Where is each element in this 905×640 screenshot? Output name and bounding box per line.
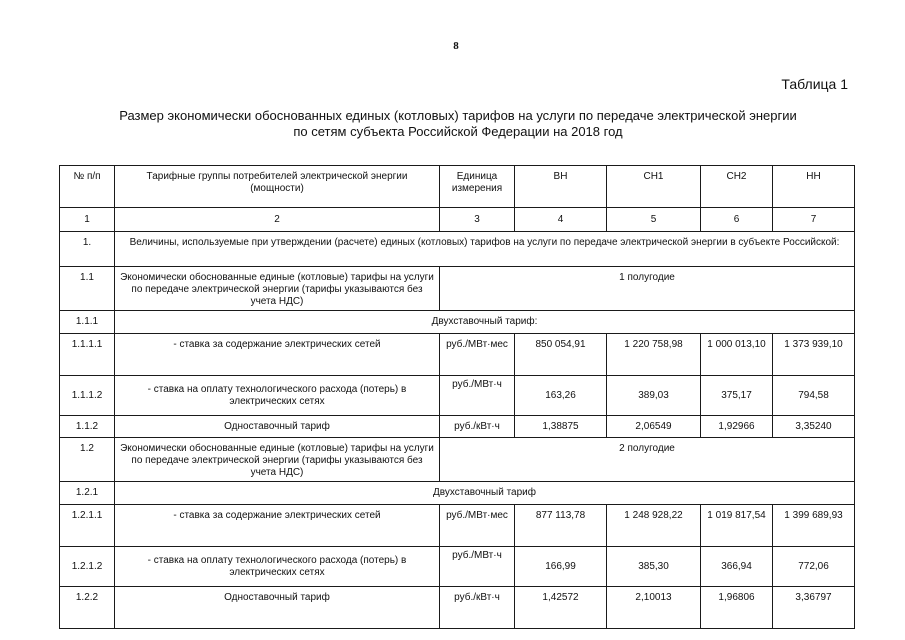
two-rate-2-row	[60, 482, 855, 505]
tariff-unit: руб./МВт·ч	[440, 547, 515, 587]
row-number: 1.2.1	[60, 482, 115, 505]
header-sn2: СН2	[701, 166, 773, 208]
section-1-row	[60, 232, 855, 267]
value-vn: 166,99	[515, 547, 607, 587]
value-sn2: 1,92966	[701, 416, 773, 438]
header-num: № п/п	[60, 166, 115, 208]
tariff-name: - ставка за содержание электрических сетей	[115, 334, 440, 376]
row-number: 1.	[60, 232, 115, 267]
value-nn: 1 399 689,93	[773, 505, 855, 547]
index-cell: 2	[115, 208, 440, 232]
value-vn: 850 054,91	[515, 334, 607, 376]
header-sn1: СН1	[607, 166, 701, 208]
half-year-2-text: Экономически обоснованные единые (котловые) тарифы на услуги по передаче электрической энергии (тарифы указываются без учета НДС)	[115, 438, 440, 482]
row-number: 1.2	[60, 438, 115, 482]
row-number: 1.2.1.2	[60, 547, 115, 587]
value-nn: 794,58	[773, 376, 855, 416]
row-number: 1.1.1.2	[60, 376, 115, 416]
value-sn2: 1 000 013,10	[701, 334, 773, 376]
value-nn: 3,35240	[773, 416, 855, 438]
row-number: 1.2.1.1	[60, 505, 115, 547]
value-sn2: 375,17	[701, 376, 773, 416]
table-header-row	[60, 166, 855, 208]
value-sn1: 1 220 758,98	[607, 334, 701, 376]
index-cell: 6	[701, 208, 773, 232]
index-cell: 1	[60, 208, 115, 232]
title-line-2: по сетям субъекта Российской Федерации на 2018 год	[293, 124, 623, 139]
header-group: Тарифные группы потребителей электрической энергии (мощности)	[115, 166, 440, 208]
header-unit: Единица измерения	[440, 166, 515, 208]
table-row	[60, 334, 855, 376]
index-cell: 4	[515, 208, 607, 232]
half-year-2-period: 2 полугодие	[440, 438, 855, 482]
tariff-name: - ставка за содержание электрических сетей	[115, 505, 440, 547]
column-index-row	[60, 208, 855, 232]
row-number: 1.1.2	[60, 416, 115, 438]
table-row	[60, 416, 855, 438]
header-vn: ВН	[515, 166, 607, 208]
title-line-1: Размер экономически обоснованных единых (котловых) тарифов на услуги по передаче электрической энергии	[119, 108, 797, 123]
tariff-name: Одноставочный тариф	[115, 587, 440, 629]
value-vn: 163,26	[515, 376, 607, 416]
two-rate-1-label: Двухставочный тариф:	[115, 311, 855, 334]
two-rate-1-row	[60, 311, 855, 334]
half-year-2-row	[60, 438, 855, 482]
value-sn1: 2,10013	[607, 587, 701, 629]
header-nn: НН	[773, 166, 855, 208]
document-title	[100, 108, 816, 140]
tariff-unit: руб./МВт·мес	[440, 334, 515, 376]
value-nn: 3,36797	[773, 587, 855, 629]
tariff-unit: руб./МВт·ч	[440, 376, 515, 416]
value-vn: 1,42572	[515, 587, 607, 629]
half-year-1-period: 1 полугодие	[440, 267, 855, 311]
row-number: 1.1.1.1	[60, 334, 115, 376]
section-1-text: Величины, используемые при утверждении (расчете) единых (котловых) тарифов на услуги по передаче электрической энергии в субъекте Российской:	[115, 232, 855, 267]
page-number: 8	[453, 40, 459, 52]
value-nn: 772,06	[773, 547, 855, 587]
value-sn2: 1,96806	[701, 587, 773, 629]
table-row	[60, 547, 855, 587]
tariff-name: Одноставочный тариф	[115, 416, 440, 438]
value-sn2: 1 019 817,54	[701, 505, 773, 547]
value-sn1: 389,03	[607, 376, 701, 416]
tariff-name: - ставка на оплату технологического расхода (потерь) в электрических сетях	[115, 376, 440, 416]
value-nn: 1 373 939,10	[773, 334, 855, 376]
tariff-name: - ставка на оплату технологического расхода (потерь) в электрических сетях	[115, 547, 440, 587]
value-sn2: 366,94	[701, 547, 773, 587]
tariff-unit: руб./кВт·ч	[440, 416, 515, 438]
value-sn1: 1 248 928,22	[607, 505, 701, 547]
half-year-1-row	[60, 267, 855, 311]
half-year-1-text: Экономически обоснованные единые (котловые) тарифы на услуги по передаче электрической энергии (тарифы указываются без учета НДС)	[115, 267, 440, 311]
tariff-table	[59, 165, 855, 629]
table-label: Таблица 1	[781, 76, 848, 92]
row-number: 1.1	[60, 267, 115, 311]
value-sn1: 2,06549	[607, 416, 701, 438]
table-row	[60, 587, 855, 629]
value-vn: 877 113,78	[515, 505, 607, 547]
row-number: 1.1.1	[60, 311, 115, 334]
table-row	[60, 376, 855, 416]
index-cell: 3	[440, 208, 515, 232]
tariff-unit: руб./кВт·ч	[440, 587, 515, 629]
row-number: 1.2.2	[60, 587, 115, 629]
value-vn: 1,38875	[515, 416, 607, 438]
index-cell: 7	[773, 208, 855, 232]
value-sn1: 385,30	[607, 547, 701, 587]
two-rate-2-label: Двухставочный тариф	[115, 482, 855, 505]
index-cell: 5	[607, 208, 701, 232]
table-row	[60, 505, 855, 547]
tariff-unit: руб./МВт·мес	[440, 505, 515, 547]
